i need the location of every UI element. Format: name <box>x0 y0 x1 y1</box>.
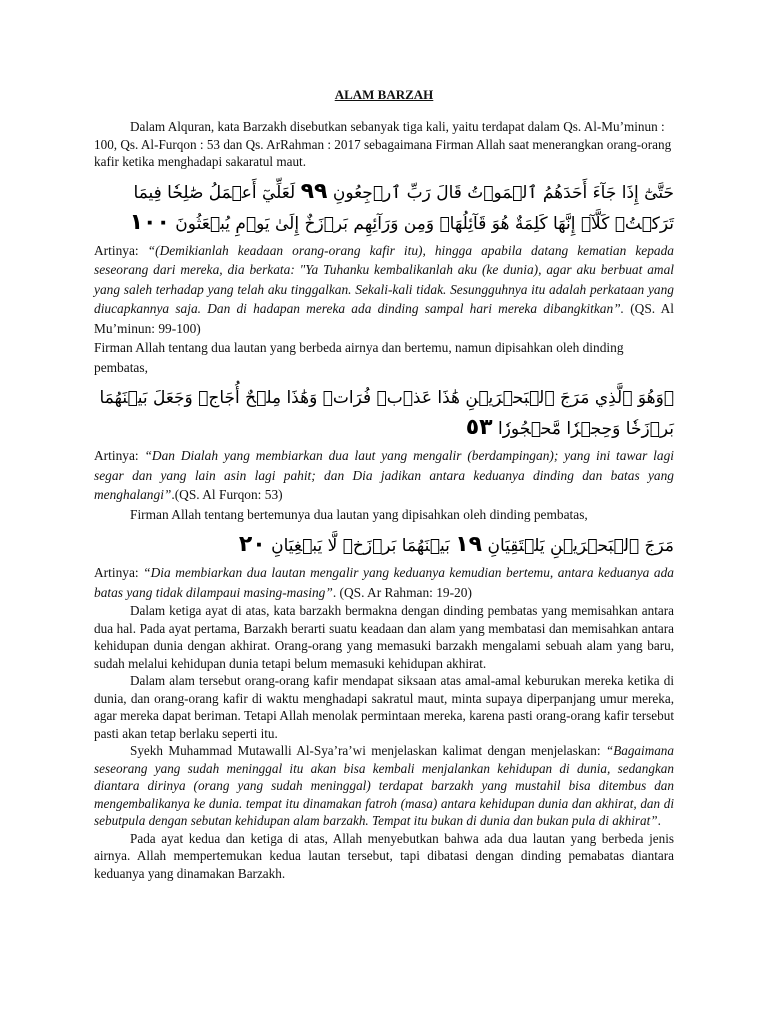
quote-text: “Bagaimana seseorang yang sudah meninggal itu akan bisa kembali menjalankan kehidupan di dunia, sedangkan diantara dirinya (orang yang sudah meninggal) terdapat barzakh yang mustahil bisa ditembus dan mengembalikanya ke dunia. tempat itu dinamakan fatroh (masa) antara kehidupan dunia dan akhirat, dan di sebutpula dengan sebutan kehidupan alam barzakh. Tempat itu bukan di dunia dan bukan pula di akhirat” <box>94 743 674 828</box>
translation-text: “(Demikianlah keadaan orang-orang kafir itu), hingga apabila datang kematian kepada seseorang dari mereka, dia berkata: "Ya Tuhanku kembalikanlah aku (ke dunia), agar aku berbuat amal yang saleh terhadap yang telah aku tinggalkan. Sekali-kali tidak. Sesungguhnya itu adalah perkataan yang diucapkannya saja. Dan di hadapan mereka ada dinding sampal hari mereka dibangkitkan”. <box>94 242 674 316</box>
translation-reference: (QS. Al Mu’minun: 99-100) <box>94 301 674 336</box>
translation-label: Artinya: <box>94 242 139 258</box>
quote-lead: Syekh Muhammad Mutawalli Al-Sya’ra’wi menjelaskan kalimat dengan menjelaskan: <box>130 743 606 758</box>
explanation-paragraph-1: Dalam ketiga ayat di atas, kata barzakh bermakna dengan dinding pembatas yang memisahkan antara dua hal. Pada ayat pertama, Barzakh berarti suatu keadaan dan alam yang membatasi dan memisahkan antara kehidupan dunia dengan akhirat. Orang-orang yang memasuki barzakh mengalami sebuah alam yang baru, sudah melalui kehidupan dunia tetapi belum memasuki kehidupan akhirat. <box>94 603 674 671</box>
ayat-text: مَرَجَ ٱلۡبَحۡرَيۡنِ يَلۡتَقِيَانِ <box>487 536 674 556</box>
ayat-text: ۞وَهُوَ ٱلَّذِي مَرَجَ ٱلۡبَحۡرَيۡنِ هَٰذَا عَذۡبٞ فُرَاتٞ وَهَٰذَا مِلۡحٌ أُجَاجٞ وَجَعَلَ بَيۡنَهُمَا بَرۡزَخٗا وَحِجۡرٗا مَّحۡجُورٗا <box>99 388 674 439</box>
ayat-almuminun <box>94 177 674 239</box>
bridge-text-2: Firman Allah tentang bertemunya dua lautan yang dipisahkan oleh dinding pembatas, <box>130 506 588 522</box>
translation-alfurqon <box>94 446 674 505</box>
ayat-number: ٩٩ <box>300 178 328 204</box>
translation-almuminun <box>94 241 674 339</box>
translation-reference: .(QS. Al Furqon: 53) <box>171 487 283 502</box>
ayat-number: ١٠٠ <box>129 209 170 235</box>
translation-label: Artinya: <box>94 565 139 580</box>
translation-reference: . (QS. Ar Rahman: 19-20) <box>332 584 472 600</box>
translation-label: Artinya: <box>94 448 139 463</box>
page-title: ALAM BARZAH <box>334 87 434 102</box>
translation-arrahman <box>94 563 674 602</box>
ayat-number: ٢٠ <box>238 532 266 557</box>
quote-end: . <box>657 813 661 828</box>
explanation-paragraph-4: Pada ayat kedua dan ketiga di atas, Allah menyebutkan bahwa ada dua lautan yang berbeda jenis airnya. Allah mempertemukan kedua lautan tersebut, tapi dibatasi dengan dinding pemabatas diantara keduanya yang dinamakan Barzakh. <box>94 830 674 881</box>
ayat-alfurqon <box>94 383 674 444</box>
translation-text: “Dan Dialah yang membiarkan dua laut yang mengalir (berdampingan); yang ini tawar lagi segar dan yang lain asin lagi pahit; dan Dia jadikan antara keduanya dinding dan batas yang menghalangi” <box>94 448 674 502</box>
explanation-paragraph-2: Dalam alam tersebut orang-orang kafir mendapat siksaan atas amal-amal keburukan mereka ketika di dunia, dan orang-orang kafir di waktu menghadapi sakratul maut, minta supaya diperpanjang umur mereka, agar mereka dapat beriman. Tetapi Allah menolak permintaan mereka, karena pasti orang-orang kafir tersebut pasti akan tetap berlaku seperti itu. <box>94 673 674 741</box>
explanation-paragraph-3 <box>94 742 674 830</box>
ayat-number: ١٩ <box>455 532 483 557</box>
translation-text: “Dia membiarkan dua lautan mengalir yang keduanya kemudian bertemu, antara keduanya ada batas yang tidak dilampaui masing-masing” <box>94 565 674 600</box>
ayat-arrahman <box>94 530 674 561</box>
bridge-text-1: Firman Allah tentang dua lautan yang berbeda airnya dan bertemu, namun dipisahkan oleh dinding pembatas, <box>94 340 624 375</box>
ayat-number: ٥٣ <box>465 415 493 440</box>
ayat-text: لَعَلِّيٓ أَعۡمَلُ صَٰلِحٗا فِيمَا تَرَكۡتُۚ كَلَّآۚ إِنَّهَا كَلِمَةٌ هُوَ قَآئِلُهَاۖ وَمِن وَرَآئِهِم بَرۡزَخٌ إِلَىٰ يَوۡمِ يُبۡعَثُونَ <box>133 182 674 234</box>
ayat-text: حَتَّىٰٓ إِذَا جَآءَ أَحَدَهُمُ ٱلۡمَوۡتُ قَالَ رَبِّ ٱرۡجِعُونِ <box>332 182 674 203</box>
ayat-text: بَيۡنَهُمَا بَرۡزَخٞ لَّا يَبۡغِيَانِ <box>271 536 450 556</box>
intro-paragraph: Dalam Alquran, kata Barzakh disebutkan sebanyak tiga kali, yaitu terdapat dalam Qs. Al-Mu’minun : 100, Qs. Al-Furqon : 53 dan Qs. ArRahman : 2017 sebagaimana Firman Allah saat menerangkan orang-orang kafir ketika menghadapi sakaratul maut. <box>94 119 672 169</box>
